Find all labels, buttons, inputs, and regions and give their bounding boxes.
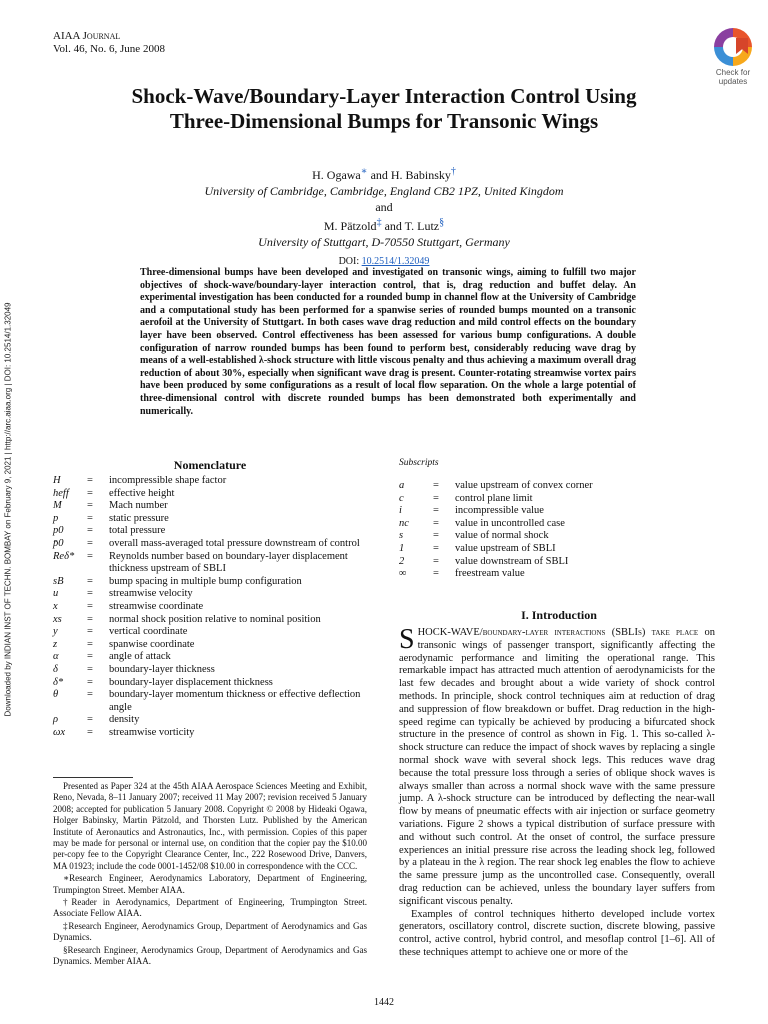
nomenclature-sym: θ	[53, 689, 59, 701]
subscripts-eq: =	[433, 517, 439, 529]
subscripts-eq: =	[433, 480, 439, 491]
footnote-mark[interactable]: †	[450, 166, 456, 177]
subscripts-heading: Subscripts	[399, 458, 439, 468]
subscripts-sym: ∞	[399, 568, 407, 580]
nomenclature-table	[53, 475, 373, 739]
nomenclature-row	[53, 614, 373, 627]
nomenclature-eq: =	[87, 676, 93, 688]
subscripts-eq: =	[433, 555, 439, 567]
intro-paragraph-2: Examples of control techniques hitherto developed include vortex generators, oscillatory control, discrete suction, discrete blowing, passive control, active control, hybrid control, and mesoflap control [1–6]. All of these techniques attempt to achieve one or more of the	[399, 908, 715, 958]
nomenclature-row	[53, 538, 373, 551]
nomenclature-sym: M	[53, 500, 62, 512]
nomenclature-eq: =	[87, 613, 93, 625]
subscripts-sym: 2	[399, 555, 405, 567]
subscripts-sym: 1	[399, 542, 405, 554]
footnotes	[53, 781, 367, 969]
nomenclature-row	[53, 576, 373, 589]
nomenclature-eq: =	[87, 726, 93, 738]
affiliation-stuttgart: University of Stuttgart, D-70550 Stuttgart, Germany	[258, 235, 510, 249]
title-line1: Shock-Wave/Boundary-Layer Interaction Control Using	[131, 84, 637, 108]
subscripts-def: value of normal shock	[455, 530, 549, 542]
nomenclature-eq: =	[87, 475, 93, 486]
authors-line2	[0, 215, 768, 234]
subscripts-def: incompressible value	[455, 505, 544, 517]
subscripts-sym: i	[399, 505, 402, 517]
subscripts-row	[399, 543, 593, 556]
title-line2: Three-Dimensional Bumps for Transonic Wings	[169, 109, 599, 133]
nomenclature-sym: δ	[53, 663, 58, 675]
subscripts-table	[399, 480, 719, 581]
nomenclature-row	[53, 525, 373, 538]
nomenclature-eq: =	[87, 689, 93, 701]
nomenclature-heading: Nomenclature	[173, 458, 247, 472]
intro-paragraph-1	[399, 624, 715, 909]
authors-and: and	[375, 200, 393, 214]
nomenclature-def: angle of attack	[109, 651, 171, 663]
nomenclature-row	[53, 551, 373, 576]
nomenclature-def: effective height	[109, 487, 175, 499]
nomenclature-eq: =	[87, 512, 93, 524]
subscripts-eq: =	[433, 492, 439, 504]
nomenclature-def: overall mass-averaged total pressure downstream of control	[109, 537, 360, 549]
nomenclature-def: vertical coordinate	[109, 626, 188, 638]
journal-header	[53, 30, 165, 56]
nomenclature-row	[53, 689, 373, 714]
nomenclature-sym: α	[53, 651, 59, 663]
nomenclature-row	[53, 714, 373, 727]
subscripts-row	[399, 505, 593, 518]
nomenclature-eq: =	[87, 588, 93, 600]
nomenclature-row	[53, 626, 373, 639]
nomenclature-eq: =	[87, 600, 93, 612]
subscripts-eq: =	[433, 530, 439, 542]
nomenclature-row	[53, 664, 373, 677]
nomenclature-row	[53, 601, 373, 614]
nomenclature-def: density	[109, 714, 140, 726]
nomenclature-eq: =	[87, 663, 93, 675]
nomenclature-sym: heff	[53, 487, 69, 499]
nomenclature-sym: u	[53, 588, 59, 600]
nomenclature-sym: Reδ*	[53, 550, 75, 562]
nomenclature-def: streamwise vorticity	[109, 726, 195, 738]
nomenclature-eq: =	[87, 487, 93, 499]
subscripts-def: freestream value	[455, 568, 525, 580]
badge-line1: Check for	[715, 68, 751, 77]
nomenclature-row	[53, 651, 373, 664]
subscripts-sym: c	[399, 492, 404, 504]
nomenclature-sym: y	[53, 626, 58, 638]
nomenclature-def: incompressible shape factor	[109, 475, 227, 486]
nomenclature-def: total pressure	[109, 525, 166, 537]
download-watermark: Downloaded by INDIAN INST OF TECHN. BOMBAY on February 9, 2021 | http://arc.aiaa.org | DOI: 10.2514/1.32049	[3, 302, 13, 717]
nomenclature-sym: p̄0	[53, 537, 64, 549]
doi-link[interactable]: 10.2514/1.32049	[361, 256, 430, 267]
nomenclature-eq: =	[87, 651, 93, 663]
nomenclature-row	[53, 488, 373, 501]
footnote-main: Presented as Paper 324 at the 45th AIAA Aerospace Sciences Meeting and Exhibit, Reno, Nevada, 8–11 January 2007; received 11 May 2007; revision received 5 January 2008; accepted for publication 5 January 2008. Copyright © 2008 by Hideaki Ogawa, Holger Babinsky, Martin Pätzold, and Thorsten Lutz. Published by the American Institute of Aeronautics and Astronautics, Inc., with permission. Copies of this paper may be made for personal or internal use, on condition that the copier pay the $10.00 per-copy fee to the Copyright Clearance Center, Inc., 222 Rosewood Drive, Danvers, MA 01923; include the code 0001-1452/08 $10.00 in correspondence with the CCC.	[53, 781, 367, 871]
subscripts-row	[399, 556, 593, 569]
nomenclature-eq: =	[87, 626, 93, 638]
footnote-mark[interactable]: §	[439, 217, 445, 228]
author-ogawa: H. Ogawa	[312, 168, 361, 182]
nomenclature-row	[53, 588, 373, 601]
affiliation-cambridge: University of Cambridge, Cambridge, England CB2 1PZ, United Kingdom	[204, 184, 564, 198]
nomenclature-sym: ωx	[53, 726, 66, 738]
nomenclature-sym: H	[53, 475, 61, 486]
footnote-rule	[53, 777, 133, 778]
nomenclature-sym: p0	[53, 525, 64, 537]
nomenclature-def: static pressure	[109, 512, 169, 524]
nomenclature-eq: =	[87, 575, 93, 587]
badge-line2: updates	[718, 77, 748, 86]
footnote-4: §Research Engineer, Aerodynamics Group, Department of Aerodynamics and Gas Dynamics. Member AIAA.	[53, 944, 367, 967]
footnote-mark[interactable]: ∗	[360, 166, 368, 177]
subscripts-def: value upstream of SBLI	[455, 542, 556, 554]
nomenclature-sym: z	[53, 638, 58, 650]
nomenclature-def: boundary-layer momentum thickness or effective deflection angle	[109, 689, 361, 713]
abstract: Three-dimensional bumps have been developed and investigated on transonic wings, aiming to fulfill two major objectives of shock-wave/boundary-layer interaction control, that is, drag reduction and buffet delay. An experimental investigation has been conducted for a rounded bump in channel flow at the University of Cambridge and a computational study has been performed for a spanwise series of rounded bumps mounted on a transonic aerofoil at the University of Stuttgart. In both cases wave drag reduction and mild control effects on the boundary layer have been observed. Control effectiveness has been assessed for various bump configurations. A double configuration of narrow rounded bumps has been found to perform best, considerably reducing wave drag by means of a well-established λ-shock structure with little viscous penalty and thus achieving a maximum overall drag reduction of about 30%, especially when significant wave drag is present. Counter-rotating streamwise vortex pairs have been produced by some configurations as a result of local flow separation. On the whole a large potential of three-dimensional control with discrete rounded bumps has been demonstrated both experimentally and numerically.	[140, 267, 636, 417]
subscripts-row	[399, 493, 593, 506]
nomenclature-sym: sB	[53, 575, 64, 587]
subscripts-sym: s	[399, 530, 404, 542]
drop-cap: S	[399, 624, 415, 655]
nomenclature-row	[53, 639, 373, 652]
footnote-2: †Reader in Aerodynamics, Department of Engineering, Trumpington Street. Associate Fellow AIAA.	[53, 897, 367, 919]
footnote-mark[interactable]: ‡	[376, 217, 382, 228]
subscripts-def: value upstream of convex corner	[455, 480, 593, 491]
subscripts-sym: a	[399, 480, 405, 491]
nomenclature-sym: ρ	[53, 714, 59, 726]
nomenclature-row	[53, 500, 373, 513]
nomenclature-def: spanwise coordinate	[109, 638, 195, 650]
nomenclature-def: normal shock position relative to nominal position	[109, 613, 321, 625]
nomenclature-eq: =	[87, 537, 93, 549]
nomenclature-sym: xs	[53, 613, 62, 625]
subscripts-row	[399, 518, 593, 531]
crossmark-icon	[714, 28, 752, 66]
author-block	[0, 164, 768, 270]
nomenclature-def: streamwise velocity	[109, 588, 193, 600]
subscripts-def: value downstream of SBLI	[455, 555, 569, 567]
author-patzold: M. Pätzold	[323, 219, 377, 233]
nomenclature-sym: p	[53, 512, 59, 524]
nomenclature-def: bump spacing in multiple bump configuration	[109, 575, 302, 587]
subscripts-eq: =	[433, 505, 439, 517]
footnote-3: ‡Research Engineer, Aerodynamics Group, Department of Aerodynamics and Gas Dynamics.	[53, 920, 367, 943]
nomenclature-row	[53, 727, 373, 740]
nomenclature-def: streamwise coordinate	[109, 600, 204, 612]
subscripts-def: value in uncontrolled case	[455, 517, 565, 529]
nomenclature-eq: =	[87, 550, 93, 562]
check-for-updates-badge[interactable]	[704, 28, 762, 84]
nomenclature-sym: x	[53, 600, 58, 612]
nomenclature-def: boundary-layer thickness	[109, 663, 215, 675]
author-lutz: and T. Lutz	[381, 219, 440, 233]
doi-label: DOI:	[338, 256, 362, 267]
subscripts-sym: nc	[399, 517, 409, 529]
nomenclature-row	[53, 677, 373, 690]
author-babinsky: and H. Babinsky	[367, 168, 451, 182]
paper-title	[0, 84, 768, 134]
subscripts-eq: =	[433, 568, 439, 580]
intro-text-1: on transonic wings of passenger transport, significantly affecting the aerodynamic performance and limiting the operational range. This remarkable impact has attracted much attention of aerodynamicists for the last few decades and brought about a wide variety of shock control methods. In principle, shock control techniques aim at reduction of drag and suppression of flow breakdown or buffet. Drag reduction in the high-speed regime can typically be achieved by producing a bifurcated shock structure in the presence of control as shown in Fig. 1. This so-called λ-shock structure can reduce the impact of shock waves by replacing a single normal shock wave with several shock legs. This reduces wave drag because the total pressure loss through a series of oblique shock waves is always smaller than across a normal shock wave with the same pressure jump. A λ-shock structure can be introduced by deflecting the near-wall flow by means of pneumatic effects with air injection or surface geometry variations. Figure 2 shows a typical distribution of surface pressure with and without such control. At the onset of control, the surface pressure experiences an initial pressure rise across the leading shock leg, followed by a plateau in the λ region. The rear shock leg enables the flow to achieve the same pressure jump as the uncontrolled case. Consequently, overall drag reduction can be achieved, unless the boundary layer suffers from significant viscous penalty.	[399, 627, 715, 907]
intro-lead: HOCK-WAVE/boundary-layer interactions (SBLIs) take place	[417, 627, 699, 638]
introduction-body	[399, 624, 715, 960]
page-number: 1442	[374, 997, 394, 1008]
nomenclature-eq: =	[87, 714, 93, 726]
nomenclature-sym: δ*	[53, 676, 64, 688]
nomenclature-eq: =	[87, 500, 93, 512]
journal-name: AIAA Journal	[53, 30, 121, 42]
subscripts-row	[399, 530, 593, 543]
footnote-1: ∗Research Engineer, Aerodynamics Laboratory, Department of Engineering, Trumpington Street. Member AIAA.	[53, 873, 367, 895]
subscripts-eq: =	[433, 542, 439, 554]
nomenclature-def: Reynolds number based on boundary-layer displacement thickness upstream of SBLI	[109, 550, 348, 575]
nomenclature-row	[53, 513, 373, 526]
subscripts-row	[399, 480, 593, 493]
introduction-heading: I. Introduction	[521, 608, 597, 622]
nomenclature-def: boundary-layer displacement thickness	[109, 676, 273, 688]
subscripts-def: control plane limit	[455, 492, 533, 504]
journal-volume: Vol. 46, No. 6, June 2008	[53, 43, 165, 55]
nomenclature-eq: =	[87, 525, 93, 537]
nomenclature-def: Mach number	[109, 500, 168, 512]
nomenclature-row	[53, 475, 373, 488]
subscripts-row	[399, 568, 593, 581]
authors-line1	[0, 164, 768, 183]
nomenclature-eq: =	[87, 638, 93, 650]
